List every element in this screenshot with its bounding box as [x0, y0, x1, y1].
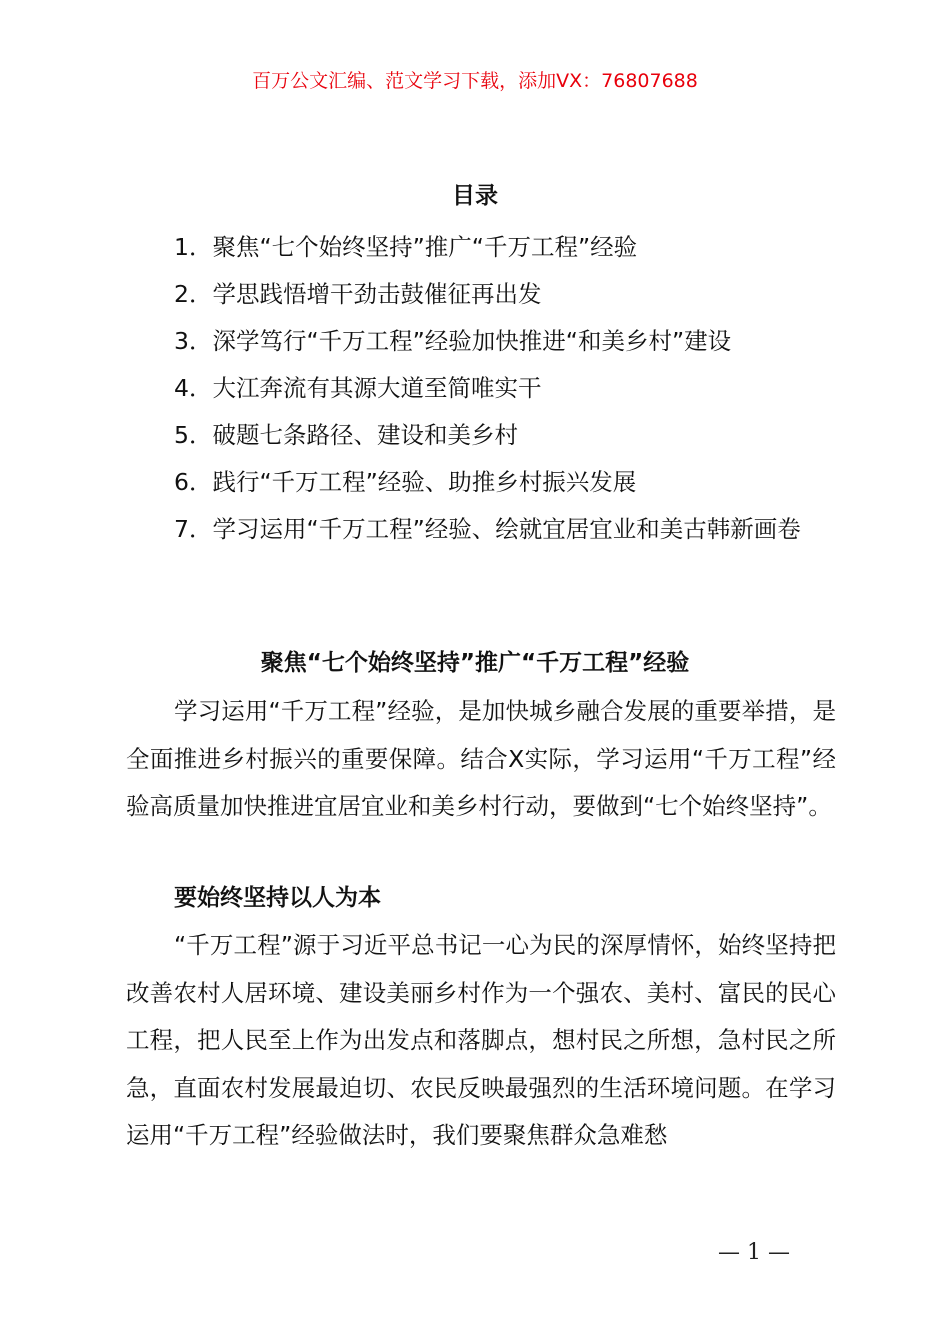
article-title: 聚焦“七个始终坚持”推广“千万工程”经验	[260, 650, 690, 676]
toc-item: 3．深学笃行“千万工程”经验加快推进“和美乡村”建设	[174, 327, 732, 355]
section-subheading: 要始终坚持以人为本	[174, 885, 381, 911]
intro-paragraph: 学习运用“千万工程”经验，是加快城乡融合发展的重要举措，是全面推进乡村振兴的重要保障。结合X实际，学习运用“千万工程”经验高质量加快推进宜居宜业和美乡村行动，要做到“七个始终坚持”。	[126, 697, 836, 820]
body-paragraph: “千万工程”源于习近平总书记一心为民的深厚情怀，始终坚持把改善农村人居环境、建设美丽乡村作为一个强农、美村、富民的民心工程，把人民至上作为出发点和落脚点，想村民之所想，急村民之所急，直面农村发展最迫切、农民反映最强烈的生活环境问题。在学习运用“千万工程”经验做法时，我们要聚焦群众急难愁	[126, 931, 836, 1149]
toc-item: 6．践行“千万工程”经验、助推乡村振兴发展	[174, 468, 637, 496]
toc-item: 1．聚焦“七个始终坚持”推广“千万工程”经验	[174, 233, 638, 261]
toc-item: 4．大江奔流有其源大道至简唯实干	[174, 374, 542, 402]
header-note: 百万公文汇编、范文学习下载，添加VX：76807688	[252, 70, 698, 92]
toc-item: 7．学习运用“千万工程”经验、绘就宜居宜业和美古韩新画卷	[174, 515, 801, 543]
table-of-contents	[126, 224, 836, 553]
toc-item: 5．破题七条路径、建设和美乡村	[174, 421, 518, 449]
toc-title: 目录	[452, 183, 498, 209]
page-number: — 1 —	[718, 1240, 790, 1265]
toc-item: 2．学思践悟增干劲击鼓催征再出发	[174, 280, 542, 308]
